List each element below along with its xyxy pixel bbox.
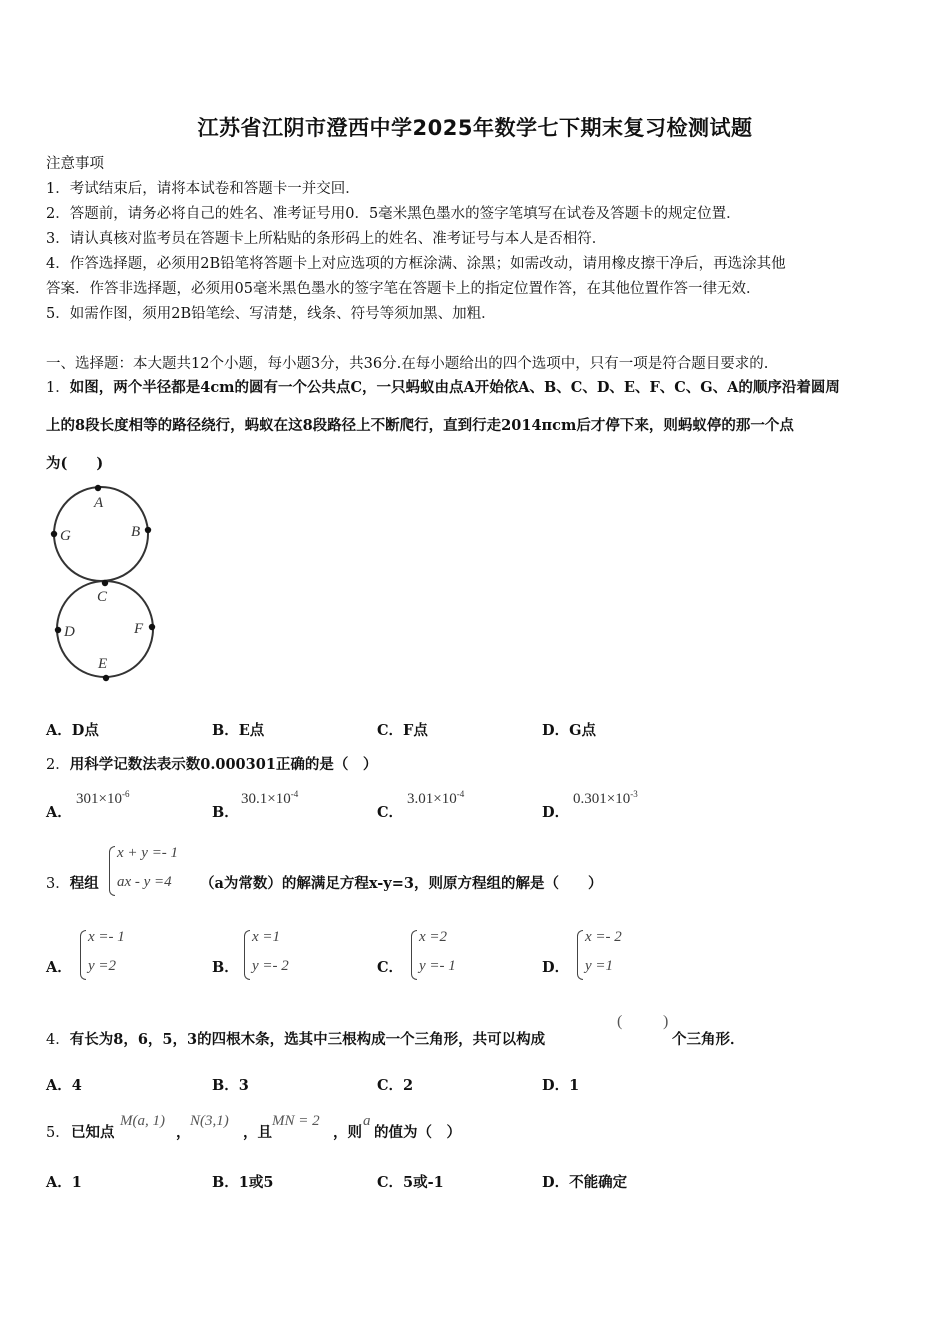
notice-item: 1．考试结束后，请将本试卷和答题卡一并交回． bbox=[46, 181, 360, 197]
q3-option-d-x: x =- 2 bbox=[585, 929, 622, 945]
q5-text-1: 已知点 bbox=[71, 1124, 115, 1141]
label-d: D bbox=[64, 624, 75, 640]
q5-option-b: B．1或5 bbox=[212, 1174, 274, 1191]
q1-option-a: A．D点 bbox=[46, 722, 99, 739]
q2-option-b-letter: B． bbox=[212, 804, 239, 821]
q5-mn-equation: MN = 2 bbox=[272, 1113, 320, 1129]
q1-two-circles-figure bbox=[44, 482, 164, 687]
q1-option-c: C．F点 bbox=[377, 722, 428, 739]
q3-option-d-y: y =1 bbox=[585, 958, 614, 974]
q4-option-d: D．1 bbox=[542, 1077, 580, 1094]
q3-num: 3．程组 bbox=[46, 875, 99, 892]
label-b: B bbox=[131, 524, 141, 540]
q1-text-line2: 上的8段长度相等的路径绕行，蚂蚁在这8段路径上不断爬行，直到行走2014πcm后才停下来，则蚂蚁停的那一个点 bbox=[46, 417, 794, 434]
q3-option-b-brace bbox=[244, 930, 250, 980]
q5-option-a: A．1 bbox=[46, 1174, 82, 1191]
q3-option-a-brace bbox=[80, 930, 86, 980]
q1-text-line1: 1．如图，两个半径都是4cm的圆有一个公共点C，一只蚂蚁由点A开始依A、B、C、D、E、F、C、G、A的顺序沿着圆周 bbox=[46, 379, 840, 396]
q5-text-2: ， bbox=[176, 1124, 191, 1141]
q3-option-b-letter: B． bbox=[212, 959, 239, 976]
point-c bbox=[102, 580, 108, 586]
point-g bbox=[51, 531, 57, 537]
point-e bbox=[103, 675, 109, 681]
q1-option-d: D．G点 bbox=[542, 722, 596, 739]
q3-stem: （a为常数）的解满足方程x-y=3，则原方程组的解是（ ） bbox=[200, 875, 603, 892]
point-a bbox=[95, 485, 101, 491]
q4-tail: 个三角形． bbox=[672, 1031, 745, 1048]
q5-option-d: D．不能确定 bbox=[542, 1174, 628, 1191]
q2-option-a-value: $301\times 10^{-6}$ bbox=[76, 789, 130, 807]
q4-option-c: C．2 bbox=[377, 1077, 414, 1094]
notice-item: 4．作答选择题，必须用2B铅笔将答题卡上对应选项的方框涂满、涂黑；如需改动，请用橡皮擦干净后，再选涂其他 bbox=[46, 256, 786, 272]
q5-text-4: ，则 bbox=[333, 1124, 362, 1141]
q3-option-d-brace bbox=[577, 930, 583, 980]
notice-item: 5．如需作图，须用2B铅笔绘、写清楚，线条、符号等须加黑、加粗． bbox=[46, 306, 496, 322]
q5-text-3: ，且 bbox=[243, 1124, 272, 1141]
notice-item: 3．请认真核对监考员在答题卡上所粘贴的条形码上的姓名、准考证号与本人是否相符． bbox=[46, 231, 607, 247]
q4-paren-close: ) bbox=[663, 1013, 669, 1030]
q3-option-a-y: y =2 bbox=[88, 958, 117, 974]
label-c: C bbox=[97, 589, 108, 605]
q3-equation-1: x + y =- 1 bbox=[117, 845, 179, 861]
label-f: F bbox=[134, 621, 144, 637]
label-a: A bbox=[94, 495, 104, 511]
q5-point-n: N(3,1) bbox=[190, 1113, 229, 1129]
q4-text: 4．有长为8，6，5，3的四根木条，选其中三根构成一个三角形，共可以构成 bbox=[46, 1031, 546, 1048]
q5-variable-a: a bbox=[363, 1113, 371, 1129]
q3-option-a-letter: A． bbox=[46, 959, 72, 976]
q5-point-m: M(a, 1) bbox=[120, 1113, 165, 1129]
q3-option-b-x: x =1 bbox=[252, 929, 281, 945]
q3-option-c-y: y =- 1 bbox=[419, 958, 456, 974]
q3-system-brace bbox=[109, 846, 115, 896]
q2-option-b-value: $30.1\times 10^{-4}$ bbox=[241, 789, 299, 807]
q2-option-c-value: $3.01\times 10^{-4}$ bbox=[407, 789, 465, 807]
q4-paren-open: ( bbox=[617, 1013, 623, 1030]
q2-option-d-value: $0.301\times 10^{-3}$ bbox=[573, 789, 638, 807]
q3-equation-2: ax - y =4 bbox=[117, 874, 172, 890]
q5-num: 5． bbox=[46, 1125, 70, 1141]
q2-option-c-letter: C． bbox=[377, 804, 404, 821]
section-heading: 一、选择题：本大题共12个小题，每小题3分，共36分.在每小题给出的四个选项中，只有一项是符合题目要求的. bbox=[46, 356, 769, 372]
notice-item: 答案．作答非选择题，必须用05毫米黑色墨水的签字笔在答题卡上的指定位置作答，在其他位置作答一律无效． bbox=[46, 281, 761, 297]
q2-option-a-letter: A． bbox=[46, 804, 72, 821]
q2-option-d-letter: D． bbox=[542, 804, 570, 821]
point-b bbox=[145, 527, 151, 533]
label-e: E bbox=[98, 656, 108, 672]
q3-option-c-x: x =2 bbox=[419, 929, 448, 945]
q3-option-c-letter: C． bbox=[377, 959, 404, 976]
notice-heading: 注意事项 bbox=[46, 156, 104, 172]
q4-option-b: B．3 bbox=[212, 1077, 249, 1094]
q2-text: 2．用科学记数法表示数0.000301正确的是（ ） bbox=[46, 756, 378, 773]
point-d bbox=[55, 627, 61, 633]
page-title: 江苏省江阴市澄西中学2025年数学七下期末复习检测试题 bbox=[197, 116, 753, 140]
label-g: G bbox=[60, 528, 71, 544]
q3-option-d-letter: D． bbox=[542, 959, 570, 976]
q3-option-a-x: x =- 1 bbox=[88, 929, 125, 945]
q5-text-5: 的值为（ ） bbox=[374, 1124, 461, 1141]
q3-option-c-brace bbox=[411, 930, 417, 980]
point-f bbox=[149, 624, 155, 630]
q5-option-c: C．5或-1 bbox=[377, 1174, 444, 1191]
q1-text-line3: 为( ) bbox=[46, 455, 104, 472]
notice-item: 2．答题前，请务必将自己的姓名、准考证号用0．5毫米黑色墨水的签字笔填写在试卷及答题卡的规定位置． bbox=[46, 206, 741, 222]
q1-option-b: B．E点 bbox=[212, 722, 265, 739]
q3-option-b-y: y =- 2 bbox=[252, 958, 289, 974]
q4-option-a: A．4 bbox=[46, 1077, 82, 1094]
